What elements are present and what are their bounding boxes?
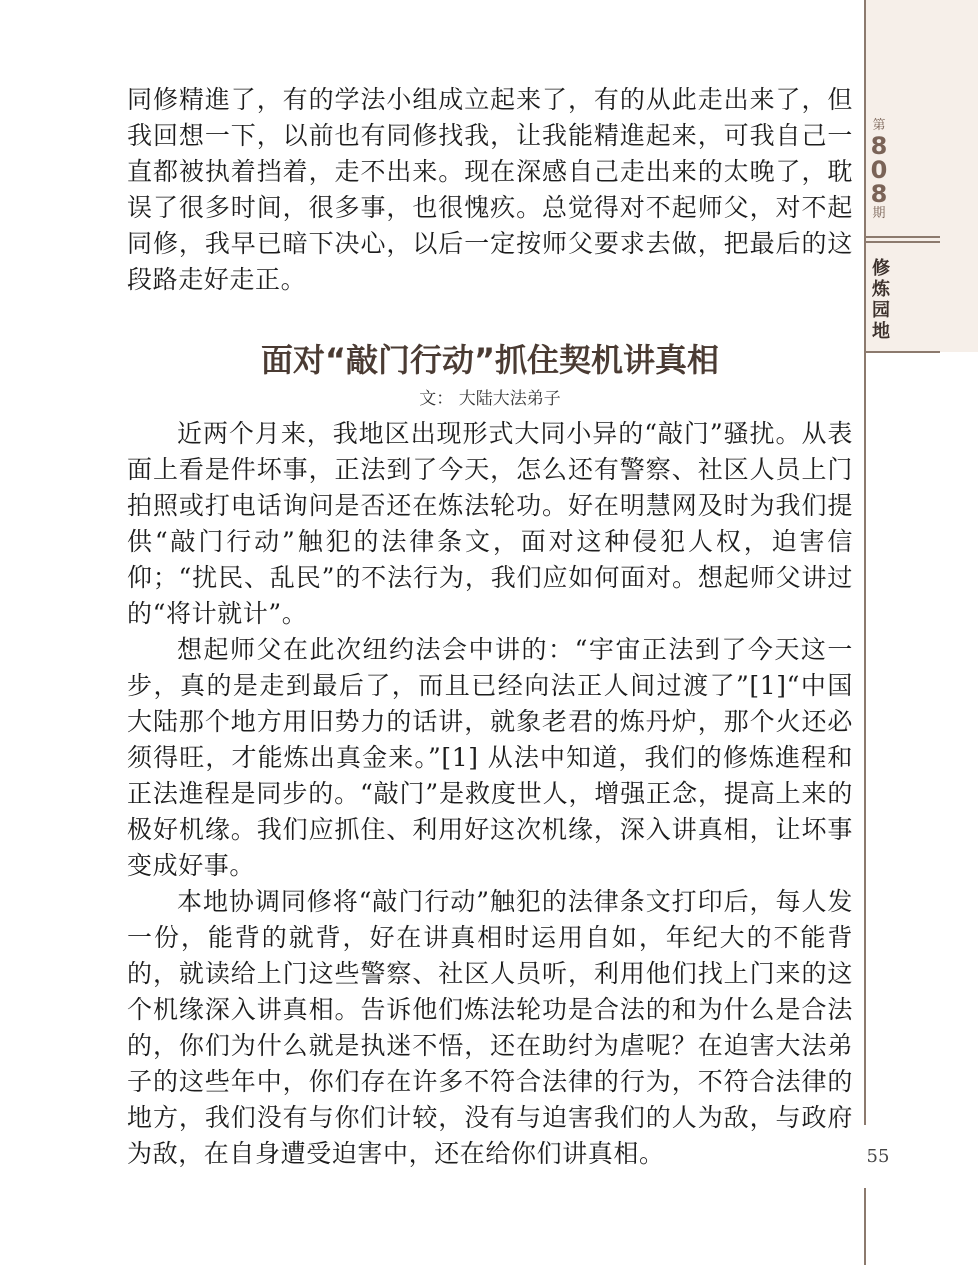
tab-divider-1 [866,236,940,238]
column-char: 修 [872,258,890,279]
issue-digit: 0 [870,156,888,184]
column-name [870,258,892,342]
margin-rule-bottom [864,1188,866,1265]
issue-label [868,118,890,222]
column-char: 地 [872,321,890,342]
tab-divider-2 [866,241,940,243]
margin-rule [864,0,866,1125]
page-number: 55 [866,1146,890,1167]
column-char: 园 [872,300,890,321]
page-content [127,82,853,1172]
tab-divider-3 [866,351,940,353]
issue-prefix: 第 [872,118,886,133]
article-paragraph: 本地协调同修将“敲门行动”触犯的法律条文打印后，每人发一份，能背的就背，好在讲真相时运用自如，年纪大的不能背的，就读给上门这些警察、社区人员听，利用他们找上门来的这个机缘深入讲真相。告诉他们炼法轮功是合法的和为什么是合法的，你们为什么就是执迷不悟，还在助纣为虐呢？在迫害大法弟子的这些年中，你们存在许多不符合法律的行为，不符合法律的地方，我们没有与你们计较，没有与迫害我们的人为敌，与政府为敌，在自身遭受迫害中，还在给你们讲真相。 [127,887,853,1168]
issue-digit: 8 [870,180,888,208]
article-title: 面对“敲门行动”抓住契机讲真相 [260,341,720,379]
column-char: 炼 [872,279,890,300]
article-paragraph: 想起师父在此次纽约法会中讲的：“宇宙正法到了今天这一步，真的是走到最后了，而且已经向法正人间过渡了”[1]“中国大陆那个地方用旧势力的话讲，就象老君的炼丹炉，那个火还必须得旺，才能炼出真金来。”[1] 从法中知道，我们的修炼進程和正法進程是同步的。“敲门”是救度世人，增强正念，提高上来的极好机缘。我们应抓住、利用好这次机缘，深入讲真相，让坏事变成好事。 [127,635,853,880]
article-paragraph: 近两个月来，我地区出现形式大同小异的“敲门”骚扰。从表面上看是件坏事，正法到了今天，怎么还有警察、社区人员上门拍照或打电话询问是否还在炼法轮功。好在明慧网及时为我们提供“敲门行动”触犯的法律条文，面对这种侵犯人权，迫害信仰；“扰民、乱民”的不法行为，我们应如何面对。想起师父讲过的“将计就计”。 [127,419,853,628]
issue-suffix: 期 [872,206,886,221]
issue-number [868,134,890,206]
lead-paragraph: 同修精進了，有的学法小组成立起来了，有的从此走出来了，但我回想一下，以前也有同修找我，让我能精進起来，可我自己一直都被执着挡着，走不出来。现在深感自己走出来的太晚了，耽误了很多时间，很多事，也很愧疚。总觉得对不起师父，对不起同修，我早已暗下决心，以后一定按师父要求去做，把最后的这段路走好走正。 [127,85,853,294]
article-byline: 文： 大陆大法弟子 [419,389,561,409]
issue-digit: 8 [870,132,888,160]
